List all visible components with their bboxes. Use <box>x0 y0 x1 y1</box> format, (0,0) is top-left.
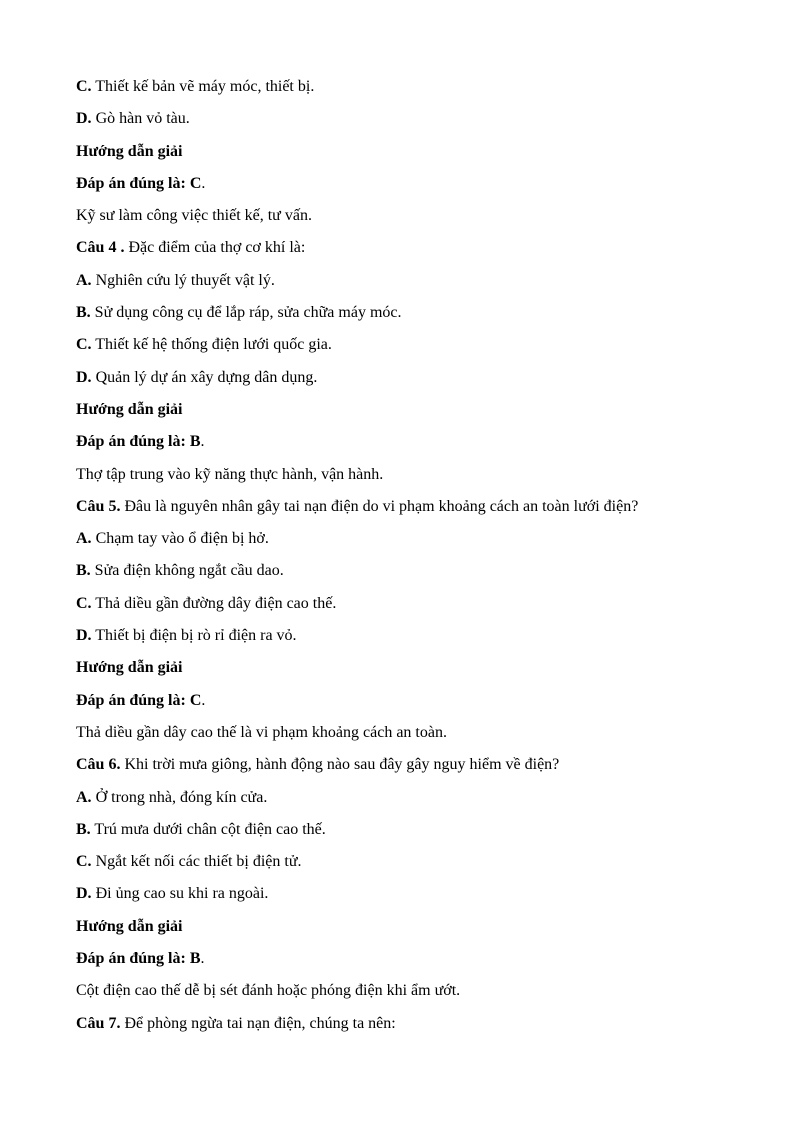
line-bold: D. <box>76 885 92 903</box>
line-bold: Đáp án đúng là: C <box>76 691 202 709</box>
line-bold: Hướng dẫn giải <box>76 917 183 935</box>
line-text: Quản lý dự án xây dựng dân dụng. <box>91 368 318 386</box>
line-text: . <box>200 433 205 451</box>
line-bold: A. <box>76 788 92 806</box>
line-bold: Câu 6. <box>76 756 121 774</box>
text-line <box>76 620 718 652</box>
line-bold: Hướng dẫn giải <box>76 659 183 677</box>
document-body <box>76 71 718 1040</box>
line-bold: Đáp án đúng là: B <box>76 950 201 968</box>
line-text: Thợ tập trung vào kỹ năng thực hành, vận hành. <box>76 465 384 483</box>
line-text: Thả diều gần dây cao thế là vi phạm khoảng cách an toàn. <box>76 723 447 741</box>
text-line <box>76 685 718 717</box>
line-text: Đặc điểm của thợ cơ khí là: <box>124 239 306 257</box>
line-bold: Đáp án đúng là: B <box>76 433 201 451</box>
line-bold: Câu 7. <box>76 1014 121 1032</box>
text-line <box>76 878 718 910</box>
text-line <box>76 103 718 135</box>
line-bold: B. <box>76 304 91 322</box>
text-line <box>76 362 718 394</box>
line-text: Gò hàn vỏ tàu. <box>91 110 190 128</box>
line-text: Sử dụng công cụ để lắp ráp, sửa chữa máy móc. <box>90 304 402 322</box>
text-line <box>76 814 718 846</box>
line-bold: Đáp án đúng là: C <box>76 174 202 192</box>
line-bold: B. <box>76 562 91 580</box>
line-text: Khi trời mưa giông, hành động nào sau đây gây nguy hiểm về điện? <box>120 756 560 774</box>
line-bold: D. <box>76 110 92 128</box>
text-line <box>76 200 718 232</box>
line-text: Ở trong nhà, đóng kín cửa. <box>91 788 268 806</box>
line-text: Đâu là nguyên nhân gây tai nạn điện do vi phạm khoảng cách an toàn lưới điện? <box>120 497 639 515</box>
line-text: Kỹ sư làm công việc thiết kế, tư vấn. <box>76 207 312 225</box>
text-line <box>76 523 718 555</box>
text-line <box>76 943 718 975</box>
text-line <box>76 717 718 749</box>
line-text: Ngắt kết nối các thiết bị điện tử. <box>91 853 302 871</box>
line-text: Đi ủng cao su khi ra ngoài. <box>91 885 269 903</box>
line-text: . <box>200 950 205 968</box>
text-line <box>76 329 718 361</box>
text-line <box>76 232 718 264</box>
text-line <box>76 426 718 458</box>
text-line <box>76 459 718 491</box>
line-bold: C. <box>76 594 92 612</box>
text-line <box>76 168 718 200</box>
line-text: Trú mưa dưới chân cột điện cao thế. <box>90 820 326 838</box>
line-text: Thả diều gần đường dây điện cao thế. <box>91 594 337 612</box>
text-line <box>76 491 718 523</box>
text-line <box>76 71 718 103</box>
line-text: Thiết kế bản vẽ máy móc, thiết bị. <box>91 78 315 95</box>
line-text: Thiết kế hệ thống điện lưới quốc gia. <box>91 336 332 354</box>
line-bold: Câu 5. <box>76 497 121 515</box>
text-line <box>76 749 718 781</box>
line-bold: A. <box>76 530 92 548</box>
line-bold: D. <box>76 368 92 386</box>
text-line <box>76 911 718 943</box>
text-line <box>76 297 718 329</box>
text-line <box>76 555 718 587</box>
text-line <box>76 652 718 684</box>
line-bold: D. <box>76 627 92 645</box>
text-line <box>76 588 718 620</box>
line-text: . <box>201 174 206 192</box>
text-line <box>76 846 718 878</box>
text-line <box>76 1008 718 1040</box>
line-text: Chạm tay vào ổ điện bị hở. <box>91 530 269 548</box>
line-bold: C. <box>76 78 92 95</box>
line-bold: A. <box>76 271 92 289</box>
line-text: Để phòng ngừa tai nạn điện, chúng ta nên: <box>120 1014 396 1032</box>
text-line <box>76 782 718 814</box>
text-line <box>76 394 718 426</box>
line-bold: Hướng dẫn giải <box>76 400 183 418</box>
text-line <box>76 975 718 1007</box>
line-text: Nghiên cứu lý thuyết vật lý. <box>91 271 275 289</box>
line-text: Cột điện cao thế dễ bị sét đánh hoặc phóng điện khi ẩm ướt. <box>76 982 461 1000</box>
line-bold: C. <box>76 336 92 354</box>
line-text: . <box>201 691 206 709</box>
line-bold: B. <box>76 820 91 838</box>
line-text: Thiết bị điện bị rò rỉ điện ra vỏ. <box>91 627 297 645</box>
line-bold: Câu 4 . <box>76 239 125 257</box>
line-bold: Hướng dẫn giải <box>76 142 183 160</box>
text-line <box>76 136 718 168</box>
text-line <box>76 265 718 297</box>
line-bold: C. <box>76 853 92 871</box>
line-text: Sửa điện không ngắt cầu dao. <box>90 562 284 580</box>
